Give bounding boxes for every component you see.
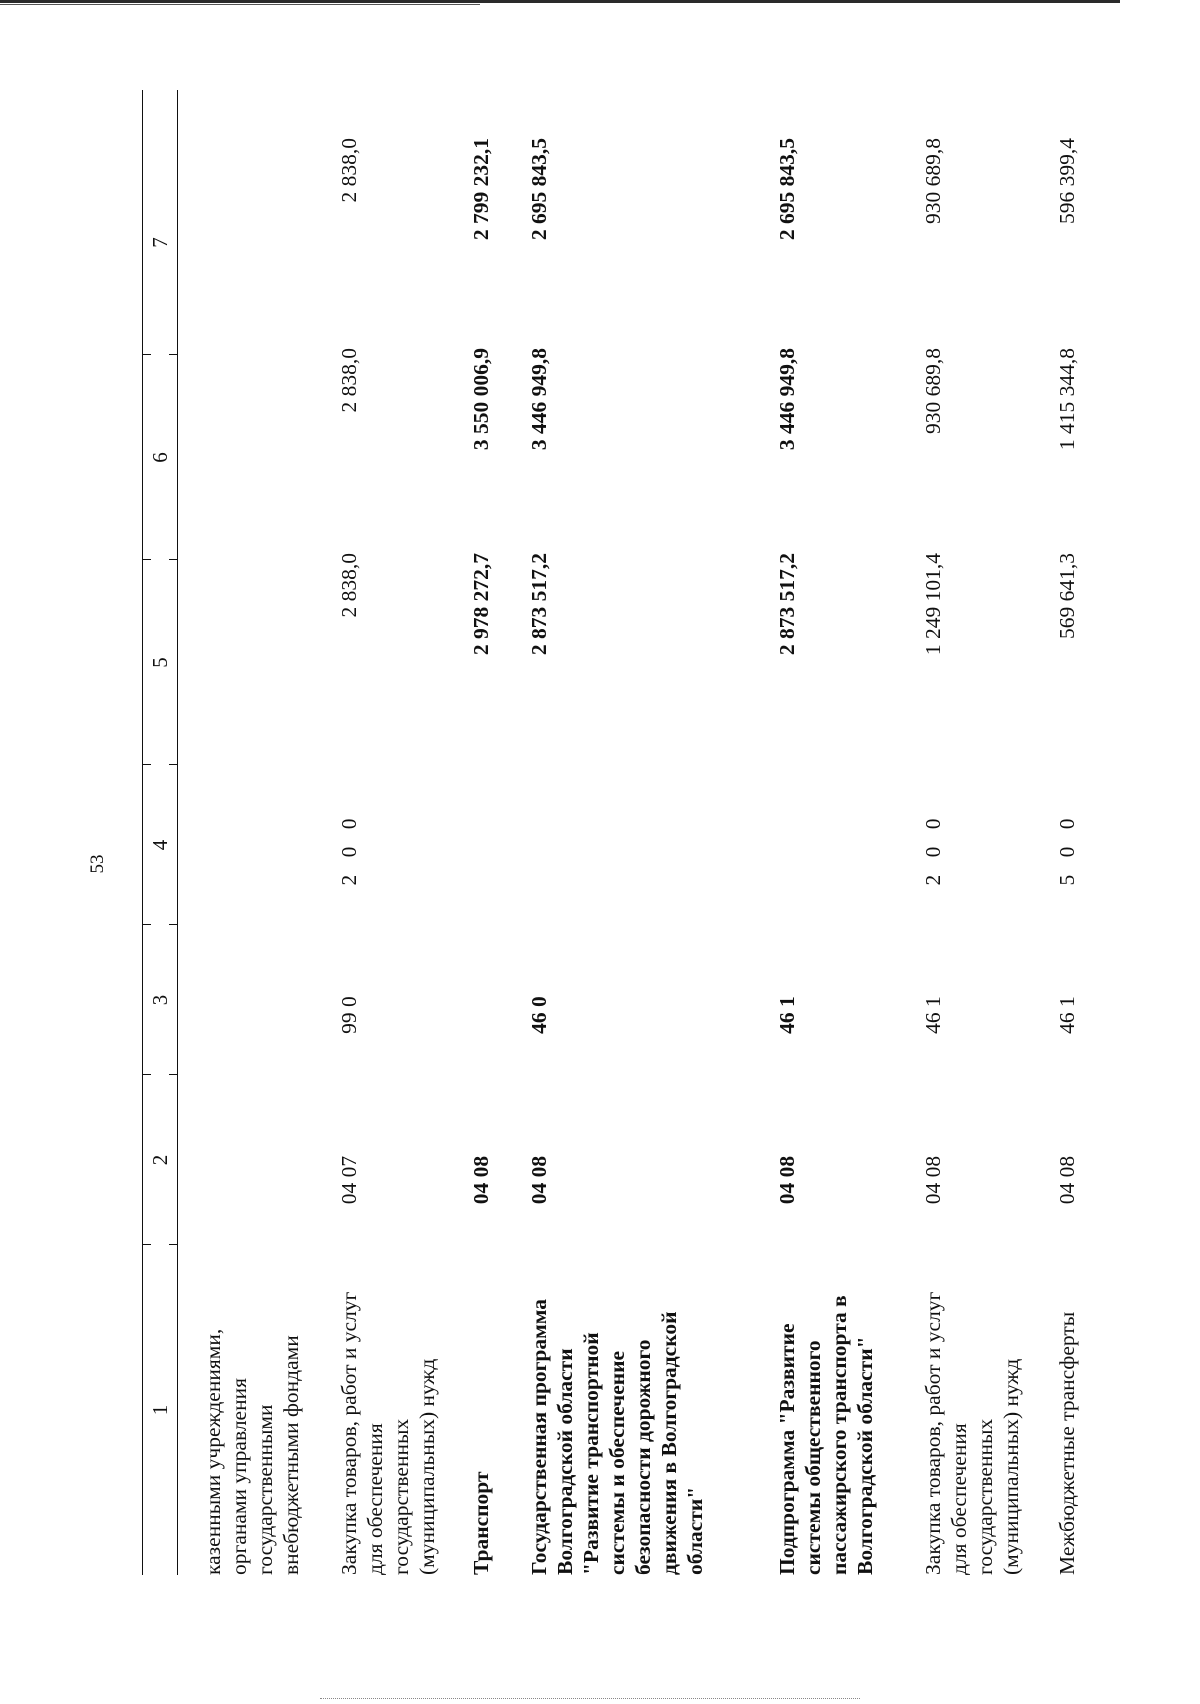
row-name: Государственная программа Волгоградской области "Развитие транспортной системы и обеспечение безопасности дорожного движения в Волгоградской области" [527,1298,707,1575]
section-code: 04 08 [469,1155,493,1205]
budget-table [142,90,1142,1575]
section-code: 04 08 [527,1155,551,1205]
row-name: Подпрограмма "Развитие системы общественного пассажирского транспорта в Волгоградской области" [775,1295,877,1575]
column-header-7: 7 [148,237,172,248]
column-header-6: 6 [148,452,172,463]
amount-col6: 3 550 006,9 [469,348,493,451]
amount-col7: 596 399,4 [1055,138,1079,224]
scan-edge-bottom [320,1698,860,1700]
page-number-text: 53 [87,854,108,874]
amount-col6: 1 415 344,8 [1055,348,1079,451]
table-row [526,90,716,1575]
target-code: 46 1 [921,996,945,1034]
section-code: 04 08 [921,1155,945,1205]
amount-col6: 2 838,0 [337,348,361,413]
expense-type-code: 5 0 0 [1055,812,1079,886]
table-row [336,90,439,1575]
column-header-5: 5 [148,657,172,668]
target-code: 99 0 [337,996,361,1034]
row-name: Межбюджетные трансферты [1055,1311,1079,1575]
amount-col5: 2 873 517,2 [527,553,551,656]
amount-col6: 930 689,8 [921,348,945,434]
column-header-1: 1 [148,1404,172,1416]
column-header-2: 2 [148,1154,172,1166]
amount-col5: 1 249 101,4 [921,553,945,656]
target-code: 46 1 [1055,996,1079,1034]
amount-col7: 2 695 843,5 [775,138,799,241]
scan-edge-top [0,0,1120,3]
table-row [468,90,498,1575]
table-header [142,90,178,1575]
amount-col6: 3 446 949,8 [527,348,551,451]
amount-col7: 2 799 232,1 [469,138,493,241]
row-name: Транспорт [469,1471,493,1575]
row-name: Закупка товаров, работ и услуг для обеспечения государственных (муниципальных) нужд [337,1291,439,1575]
expense-type-code: 2 0 0 [921,812,945,886]
table-row [200,90,310,1575]
amount-col5: 569 641,3 [1055,553,1079,639]
amount-col5: 2 873 517,2 [775,553,799,656]
page-number [84,850,112,878]
target-code: 46 1 [775,996,799,1034]
row-name: Закупка товаров, работ и услуг для обеспечения государственных (муниципальных) нужд [921,1291,1023,1575]
amount-col7: 2 695 843,5 [527,138,551,241]
column-header-3: 3 [148,994,172,1006]
amount-col5: 2 838,0 [337,553,361,618]
row-name: казенными учреждениями, органами управления государственными внебюджетными фондами [201,1328,303,1575]
scan-edge-line [0,4,480,5]
amount-col6: 3 446 949,8 [775,348,799,451]
target-code: 46 0 [527,996,551,1034]
expense-type-code: 2 0 0 [337,812,361,886]
table-row [1054,90,1084,1575]
table-row [774,90,884,1575]
section-code: 04 08 [1055,1155,1079,1205]
amount-col5: 2 978 272,7 [469,553,493,656]
amount-col7: 2 838,0 [337,138,361,203]
table-row [920,90,1023,1575]
amount-col7: 930 689,8 [921,138,945,224]
section-code: 04 07 [337,1155,361,1205]
column-header-4: 4 [148,839,172,851]
section-code: 04 08 [775,1155,799,1205]
